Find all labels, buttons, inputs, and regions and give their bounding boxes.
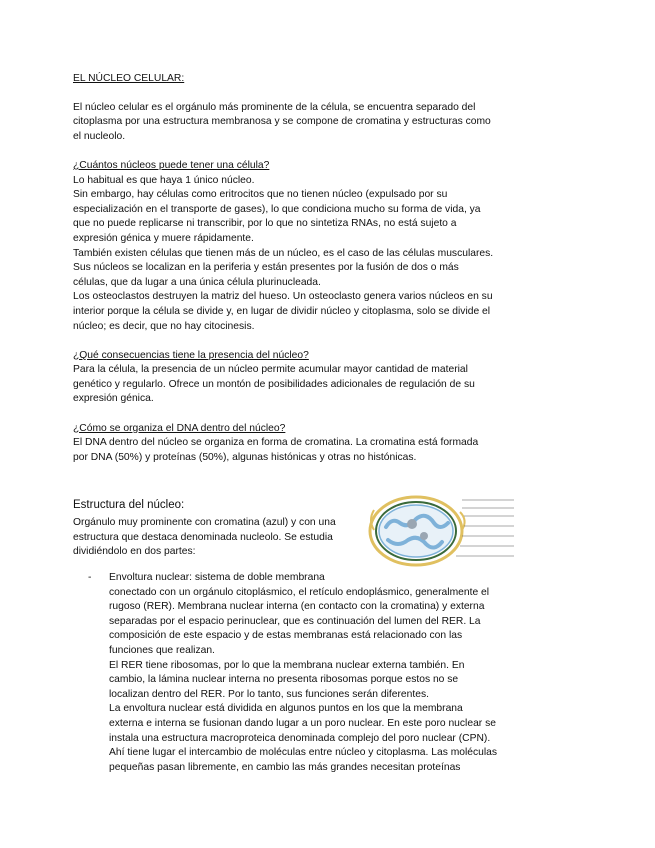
section-dna-organization: [73, 422, 533, 466]
text-line: El RER tiene ribosomas, por lo que la membrana nuclear externa también. En: [109, 659, 465, 671]
text-line: conectado con un orgánulo citoplásmico, el retículo endoplásmico, generalmente el: [109, 586, 490, 598]
text-line: el nucleolo.: [73, 130, 126, 142]
nucleoplasm: [379, 505, 453, 557]
text-line: células, que da lugar a una única célula plurinucleada.: [73, 276, 321, 288]
text-line: cambio, la lámina nuclear interna no presenta ribosomas porque estos no se: [109, 674, 459, 686]
text-line: dividiéndolo en dos partes:: [73, 546, 196, 558]
nucleus-diagram: [366, 492, 518, 570]
text-line: genético y regularlo. Ofrece un montón de posibilidades adicionales de regulación de su: [73, 378, 475, 390]
text-line: Sus núcleos se localizan en la periferia y están presentes por la fusión de dos o más: [73, 262, 459, 274]
text-line: La envoltura nuclear está dividida en algunos puntos en los que la membrana: [109, 703, 463, 715]
text-line: núcleo; es decir, que no hay citocinesis.: [73, 320, 255, 332]
text-line: Ahí tiene lugar el intercambio de moléculas entre núcleo y citoplasma. Las moléculas: [109, 747, 498, 759]
text-line: rugoso (RER). Membrana nuclear interna (en contacto con la cromatina) y externa: [109, 601, 485, 613]
intro-paragraph: [73, 101, 533, 145]
text-line: Para la célula, la presencia de un núcleo permite acumular mayor cantidad de material: [73, 364, 468, 376]
text-line: El DNA dentro del núcleo se organiza en forma de cromatina. La cromatina está formada: [73, 437, 479, 449]
text-line: Los osteoclastos destruyen la matriz del hueso. Un osteoclasto genera varios núcleos en su: [73, 291, 493, 303]
text-line: instala una estructura macroproteica denominada complejo del poro nuclear (CPN).: [109, 732, 491, 744]
structure-list: [73, 571, 533, 775]
document-body: [73, 72, 533, 465]
list-item: [109, 571, 533, 775]
text-line: composición de este espacio y de estas membranas está relacionado con las: [109, 630, 463, 642]
text-line: estructura que destaca denominada nucleolo. Se estudia: [73, 531, 333, 543]
text-line: expresión génica y muere rápidamente.: [73, 232, 254, 244]
section-heading: ¿Qué consecuencias tiene la presencia del núcleo?: [73, 349, 309, 361]
nucleolus: [407, 519, 417, 529]
text-line: Sin embargo, hay células como eritrocitos que no tienen núcleo (expulsado por su: [73, 189, 448, 201]
text-line: por DNA (50%) y proteínas (50%), algunas histónicas y otras no histónicas.: [73, 451, 417, 463]
page-title: EL NÚCLEO CELULAR:: [73, 73, 185, 84]
list-bullet: -: [88, 572, 92, 583]
text-line: Orgánulo muy prominente con cromatina (azul) y con una: [73, 517, 336, 528]
text-line: El núcleo celular es el orgánulo más prominente de la célula, se encuentra separado del: [73, 101, 476, 113]
structure-section: [73, 498, 363, 560]
text-line: Lo habitual es que haya 1 único núcleo.: [73, 174, 255, 186]
structure-title: Estructura del núcleo:: [73, 499, 185, 511]
text-line: especialización en el transporte de gases), lo que condiciona mucho su forma de vida, ya: [73, 203, 481, 215]
text-line: Envoltura nuclear: sistema de doble membrana: [109, 572, 325, 583]
text-line: funciones que realizan.: [109, 644, 215, 656]
text-line: externa e interna se fusionan dando lugar a un poro nuclear. En este poro nuclear se: [109, 717, 496, 729]
text-line: pequeñas pasan libremente, en cambio las más grandes necesitan proteínas: [109, 761, 461, 773]
text-line: que no puede replicarse ni transcribir, por lo que no sintetiza RNAs, no está sujeto a: [73, 218, 457, 230]
nucleolus: [420, 532, 428, 540]
section-heading: ¿Cuántos núcleos puede tener una célula?: [73, 159, 270, 171]
nucleus-diagram-svg: [366, 492, 518, 570]
text-line: citoplasma por una estructura membranosa y se compone de cromatina y estructuras como: [73, 116, 491, 128]
text-line: expresión génica.: [73, 393, 154, 405]
section-consequences: [73, 349, 533, 407]
text-line: localizan dentro del RER. Por lo tanto, sus funciones serán diferentes.: [109, 688, 429, 700]
text-line: interior porque la célula se divide y, en lugar de dividir núcleo y citoplasma, solo se divide el: [73, 305, 491, 317]
text-line: También existen células que tienen más de un núcleo, es el caso de las células musculares.: [73, 247, 494, 259]
section-nucleus-count: [73, 159, 533, 334]
section-heading: ¿Cómo se organiza el DNA dentro del núcleo?: [73, 422, 286, 434]
text-line: separadas por el espacio perinuclear, que es continuación del lumen del RER. La: [109, 615, 481, 627]
